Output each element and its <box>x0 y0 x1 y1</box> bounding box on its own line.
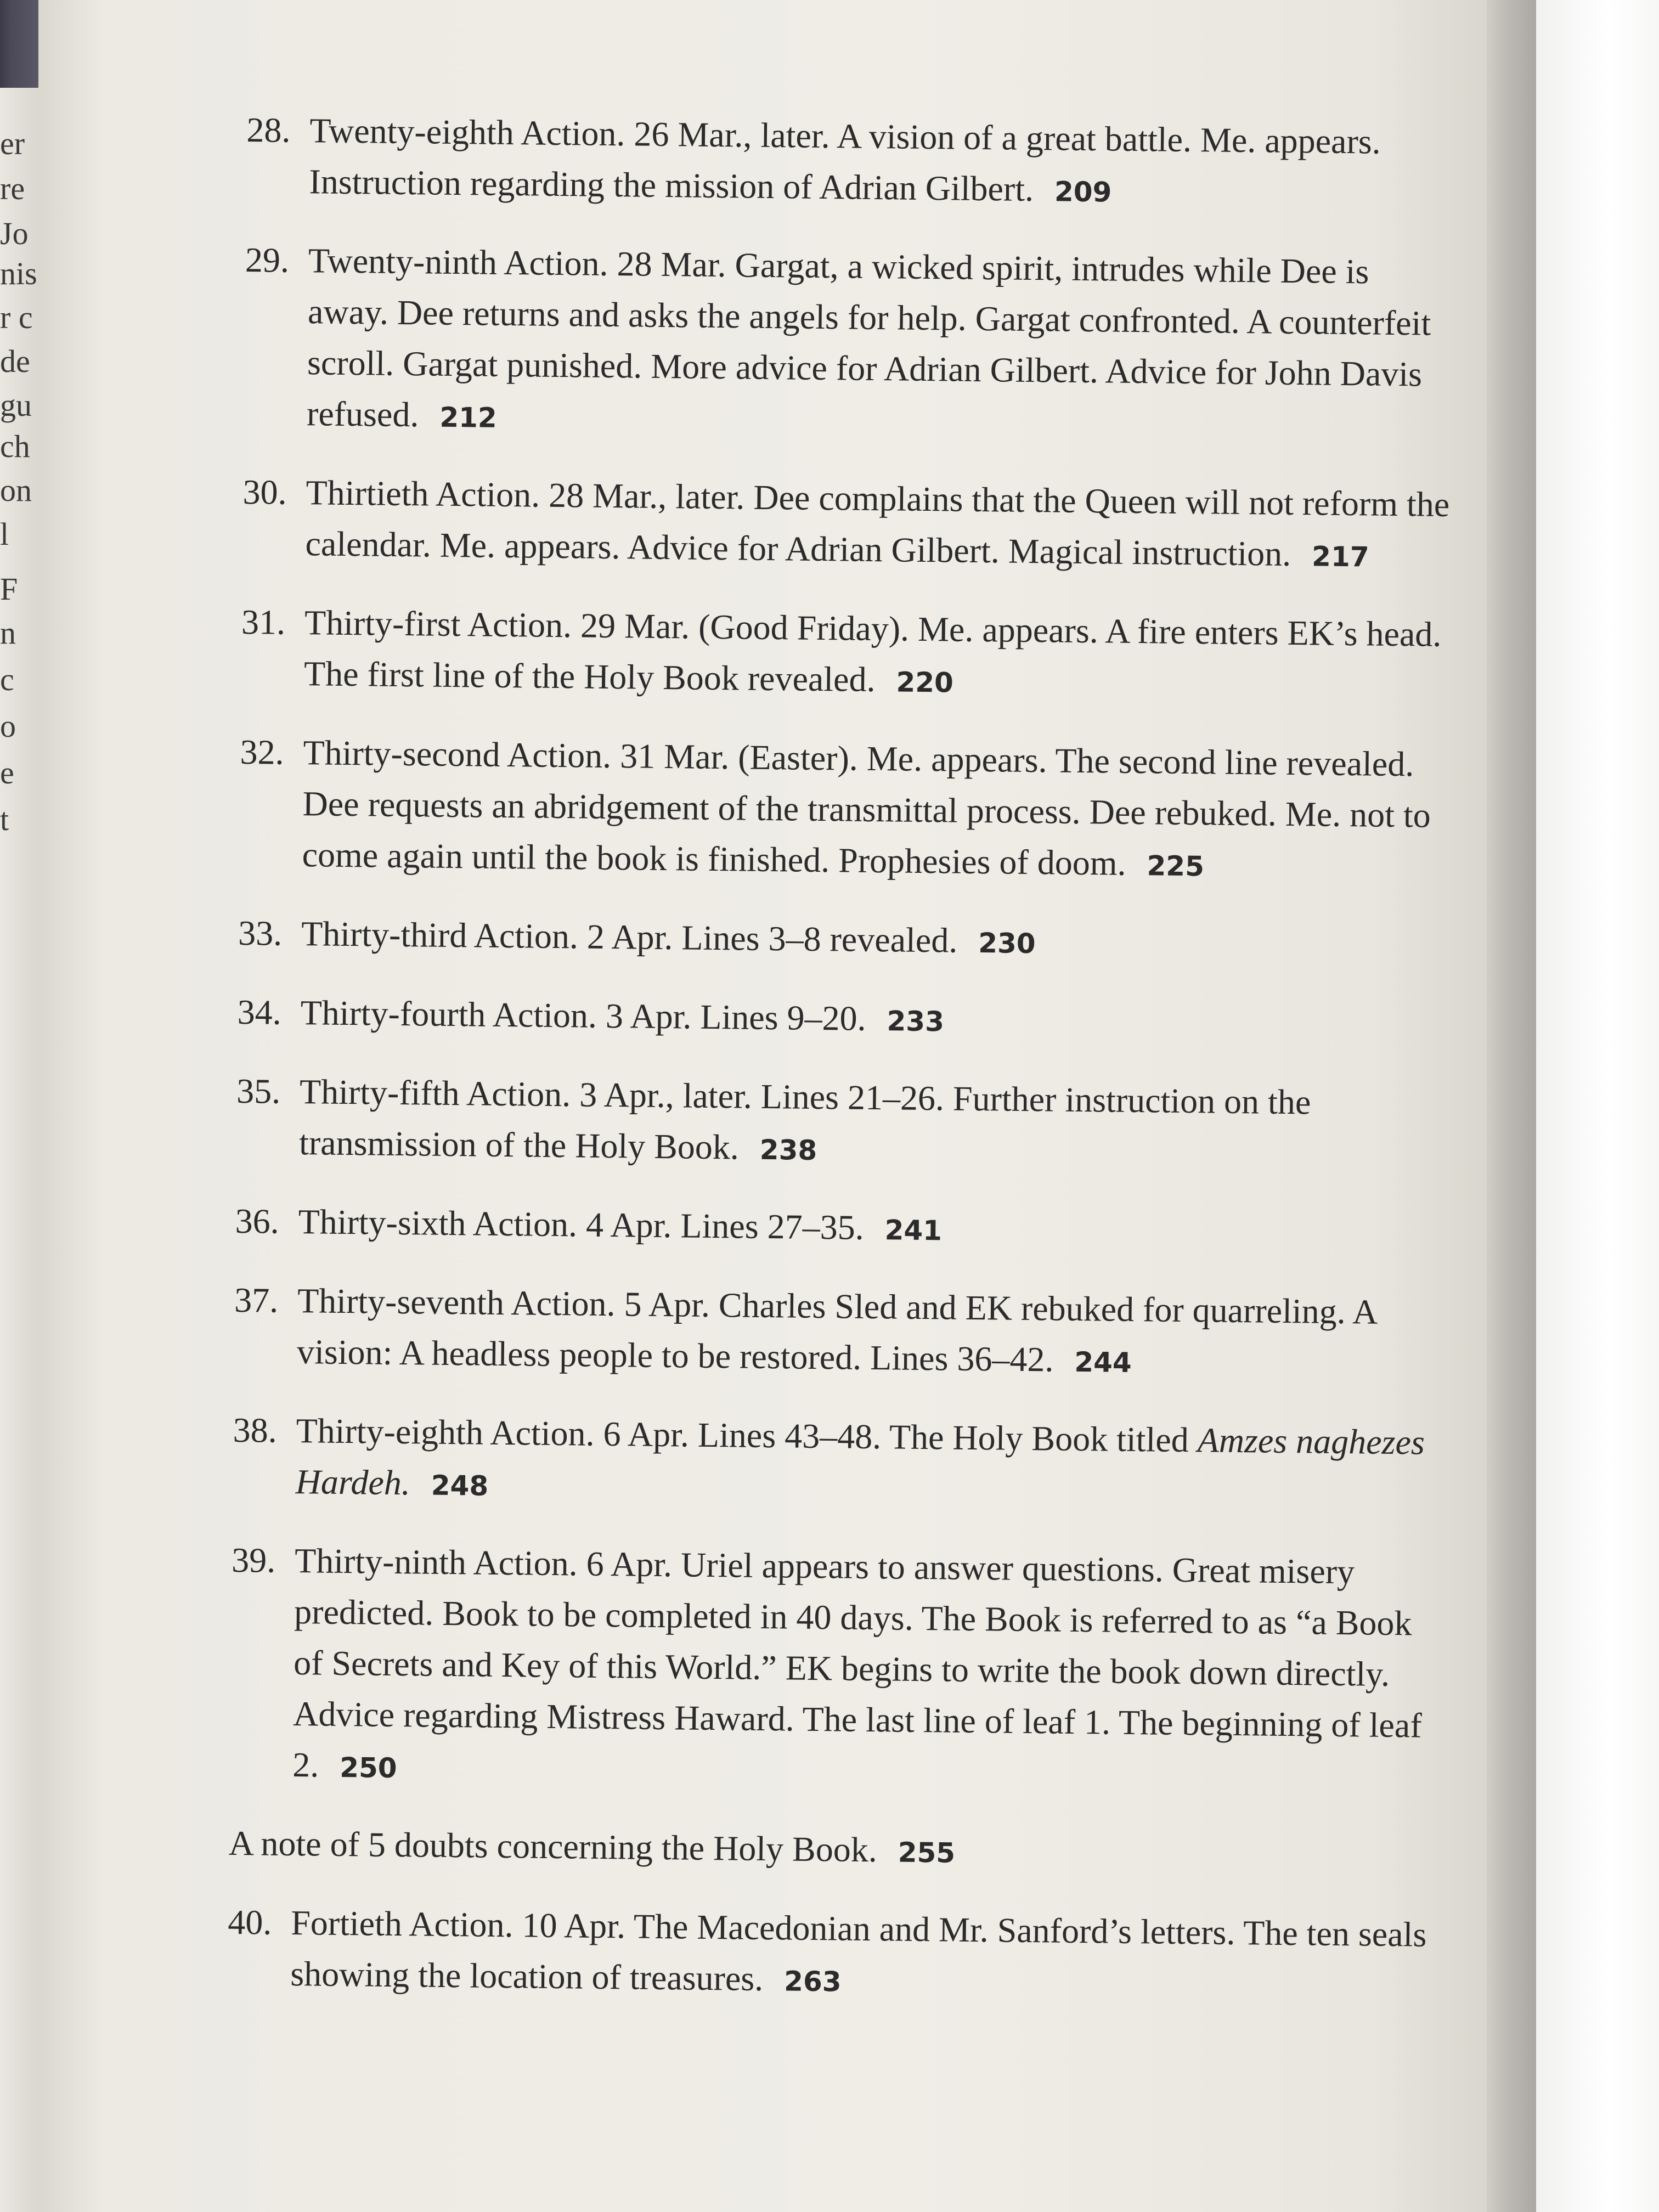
page-number: 209 <box>1054 176 1112 208</box>
left-fragment: re <box>0 171 25 206</box>
toc-entry <box>246 104 1454 222</box>
left-fragment: F <box>0 571 18 607</box>
left-fragment: on <box>0 472 32 508</box>
entry-text: Thirtieth Action. 28 Mar., later. Dee complains that the Queen will not reform the calendar. Me. appears. Advice for Adrian Gilbert. Magical instruction. <box>305 473 1450 573</box>
page-stack-edge <box>1487 0 1536 2212</box>
left-fragment: Jo <box>0 216 29 251</box>
toc-entry <box>229 1534 1439 1805</box>
toc-entry <box>237 986 1444 1053</box>
entry-text: Thirty-fourth Action. 3 Apr. Lines 9–20. <box>300 993 866 1038</box>
entry-text: Fortieth Action. 10 Apr. The Macedonian and Mr. Sanford’s letters. The ten seals showing the location of treasures. <box>290 1903 1427 1999</box>
left-fragment: ch <box>0 428 30 464</box>
page-number: 244 <box>1074 1346 1132 1379</box>
background-surface <box>1536 0 1659 2212</box>
toc-entry <box>227 1897 1435 2014</box>
entry-text: Thirty-ninth Action. 6 Apr. Uriel appears to answer questions. Great misery predicted. Book to be completed in 40 days. The Book is referred to as “a Book of Secrets and Key of this World.” EK begins to write the book down directly. Advice regarding Mistress Haward. The last line of leaf 1. The beginning of leaf 2. <box>292 1541 1422 1785</box>
page-number: 250 <box>339 1751 397 1785</box>
entry-number: 38. <box>233 1410 278 1450</box>
left-page-edge <box>0 88 38 2212</box>
page-number: 248 <box>431 1469 489 1502</box>
entry-text: Twenty-eighth Action. 26 Mar., later. A vision of a great battle. Me. appears. Instruction regarding the mission of Adrian Gilbert. <box>309 111 1381 209</box>
entry-text: Thirty-seventh Action. 5 Apr. Charles Sled and EK rebuked for quarreling. A vision: A headless people to be restored. Lines 36–42. <box>296 1281 1376 1379</box>
entry-number: 40. <box>227 1902 272 1942</box>
entry-text: Thirty-eighth Action. 6 Apr. Lines 43–48. The Holy Book titled <box>296 1411 1189 1460</box>
left-fragment: r c <box>0 300 33 335</box>
book-title-italic: Amzes naghezes Hardeh. <box>295 1420 1425 1503</box>
left-fragment: er <box>0 126 25 161</box>
entry-number: 28. <box>246 110 291 150</box>
entry-text: Thirty-sixth Action. 4 Apr. Lines 27–35. <box>298 1202 865 1247</box>
toc-entry <box>234 1274 1442 1392</box>
entry-text: Thirty-third Action. 2 Apr. Lines 3–8 revealed. <box>301 914 958 960</box>
toc-note-entry <box>228 1818 1436 1884</box>
entry-text: A note of 5 doubts concerning the Holy Book. <box>228 1823 878 1870</box>
toc-entry <box>232 1404 1440 1522</box>
page-number: 241 <box>884 1214 943 1247</box>
left-fragment: nis <box>0 256 37 291</box>
page-number: 233 <box>887 1005 945 1038</box>
entry-number: 37. <box>234 1280 279 1320</box>
toc-entry <box>241 596 1449 714</box>
left-fragment: gu <box>0 387 32 423</box>
left-fragment: n <box>0 615 16 651</box>
entry-number: 33. <box>238 913 283 953</box>
toc-entry <box>239 726 1447 895</box>
entry-text: Twenty-ninth Action. 28 Mar. Gargat, a wicked spirit, intrudes while Dee is away. Dee returns and asks the angels for help. Gargat confronted. A counterfeit scroll. Gargat punished. More advice for Adrian Gilbert. Advice for John Davis refused. <box>306 241 1431 435</box>
page-number: 217 <box>1311 540 1369 573</box>
entry-text: Thirty-fifth Action. 3 Apr., later. Lines 21–26. Further instruction on the transmission of the Holy Book. <box>298 1072 1311 1167</box>
left-fragment: e <box>0 755 14 791</box>
toc-entry <box>235 1195 1442 1262</box>
entry-number: 36. <box>235 1201 280 1241</box>
left-fragment: l <box>0 516 9 552</box>
toc-entry <box>242 466 1450 584</box>
left-fragment: de <box>0 343 30 379</box>
page-number: 220 <box>896 666 954 699</box>
toc-entry <box>236 1065 1444 1183</box>
entry-number: 39. <box>231 1540 276 1580</box>
page-number: 230 <box>978 927 1036 960</box>
page-number: 263 <box>783 1965 842 1998</box>
toc-entry <box>244 234 1453 454</box>
page-number: 255 <box>898 1836 956 1869</box>
entry-text: Thirty-second Action. 31 Mar. (Easter). Me. appears. The second line revealed. Dee requests an abridgement of the transmittal process. Dee rebuked. Me. not to come again until the book is finished. Prophesies of doom. <box>302 733 1431 883</box>
toc-entry <box>238 907 1446 974</box>
page-number: 225 <box>1147 850 1205 883</box>
entry-number: 29. <box>245 240 290 280</box>
entry-text: Thirty-first Action. 29 Mar. (Good Friday). Me. appears. A fire enters EK’s head. The first line of the Holy Book revealed. <box>303 603 1442 699</box>
entry-number: 35. <box>236 1071 281 1111</box>
left-fragment: t <box>0 802 9 837</box>
entry-number: 32. <box>240 732 285 772</box>
table-of-contents <box>227 104 1454 2039</box>
entry-number: 31. <box>241 602 286 642</box>
left-fragment: o <box>0 708 16 744</box>
entry-number: 34. <box>237 992 282 1032</box>
left-fragment: c <box>0 662 14 697</box>
entry-number: 30. <box>242 472 287 512</box>
page-number: 238 <box>759 1133 817 1166</box>
page-number: 212 <box>439 401 498 434</box>
